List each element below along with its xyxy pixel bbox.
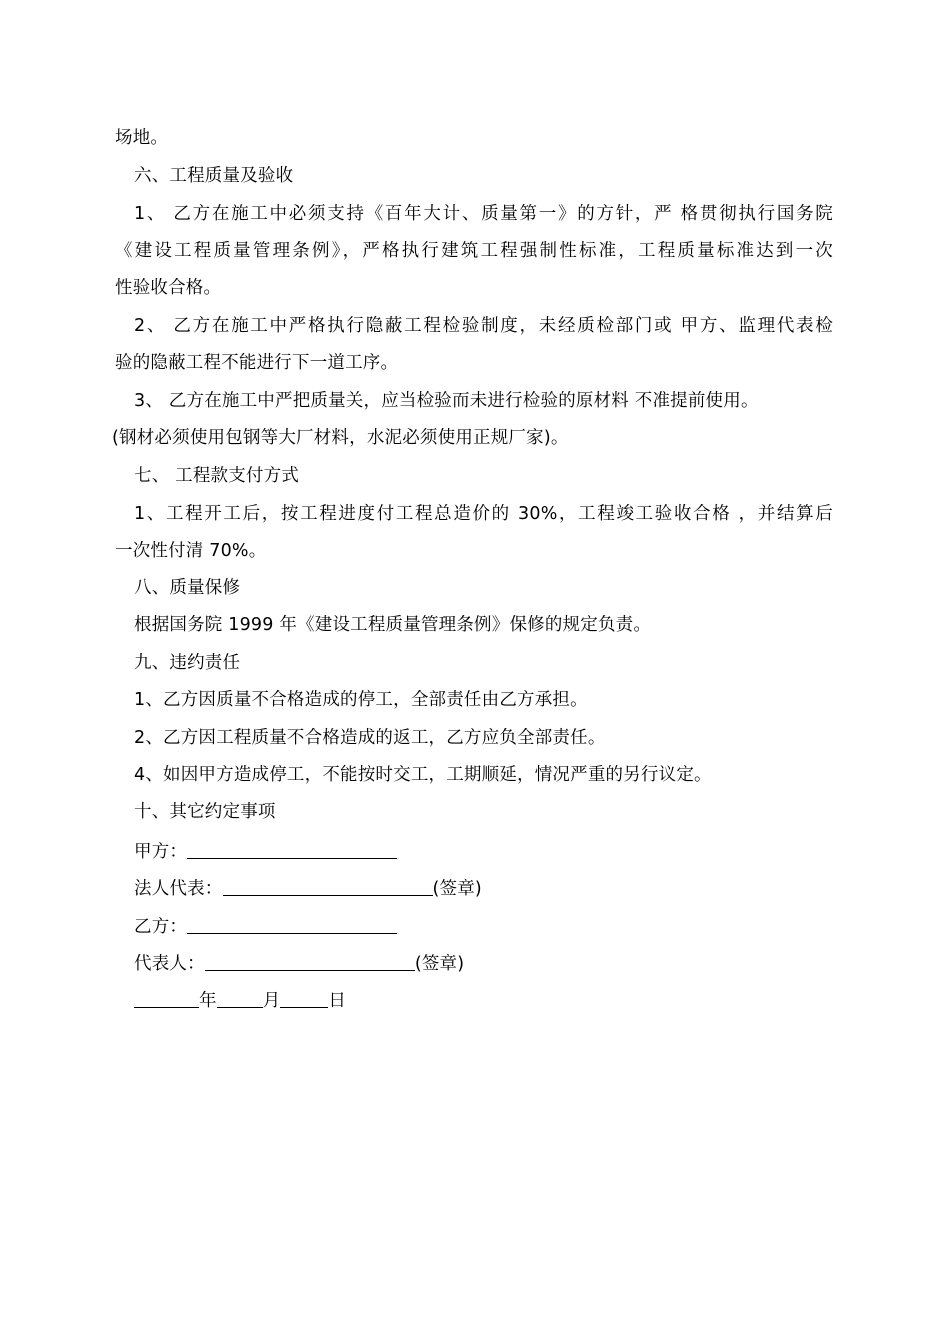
section-heading-quality: 六、工程质量及验收 <box>134 166 294 186</box>
paragraph-line: 1、 乙方在施工中必须支持《百年大计、质量第一》的方针，严 格贯彻执行国务院 <box>134 204 833 224</box>
seal-label: (签章) <box>432 879 482 899</box>
rep-label: 代表人： <box>134 954 205 974</box>
party-a-line <box>134 839 397 863</box>
day-label: 日 <box>328 991 347 1011</box>
legal-rep-blank[interactable] <box>223 878 433 896</box>
paragraph-line: 一次性付清 70%。 <box>115 541 267 561</box>
paragraph-line: 场地。 <box>115 128 169 148</box>
party-b-label: 乙方： <box>134 917 188 937</box>
paragraph-line: 《建设工程质量管理条例》，严格执行建筑工程强制性标准，工程质量标准达到一次 <box>115 241 833 261</box>
section-heading-warranty: 八、质量保修 <box>134 578 241 598</box>
paragraph-line: 4、如因甲方造成停工，不能按时交工，工期顺延，情况严重的另行议定。 <box>134 765 712 785</box>
paragraph-line: 3、 乙方在施工中严把质量关，应当检验而未进行检验的原材料 不准提前使用。 <box>134 391 759 411</box>
rep-line <box>134 951 464 975</box>
party-a-label: 甲方： <box>134 842 188 862</box>
party-a-blank[interactable] <box>187 841 397 859</box>
paragraph-line: 1、工程开工后，按工程进度付工程总造价的 30%，工程竣工验收合格 ，并结算后 <box>134 504 833 524</box>
legal-rep-line <box>134 876 482 900</box>
seal-label: (签章) <box>414 954 465 974</box>
section-heading-other: 十、其它约定事项 <box>134 802 276 822</box>
section-heading-payment: 七、 工程款支付方式 <box>134 466 300 486</box>
paragraph-line: 2、乙方因工程质量不合格造成的返工，乙方应负全部责任。 <box>134 728 606 748</box>
rep-blank[interactable] <box>205 953 415 971</box>
party-b-blank[interactable] <box>187 916 397 934</box>
paragraph-line: 根据国务院 1999 年《建设工程质量管理条例》保修的规定负责。 <box>134 615 652 635</box>
paragraph-line: 2、 乙方在施工中严格执行隐蔽工程检验制度，未经质检部门或 甲方、监理代表检 <box>134 316 833 336</box>
date-line <box>134 988 346 1012</box>
legal-rep-label: 法人代表： <box>134 879 223 899</box>
paragraph-line: 验的隐蔽工程不能进行下一道工序。 <box>115 353 399 373</box>
year-label: 年 <box>199 991 217 1011</box>
paragraph-line: (钢材必须使用包钢等大厂材料，水泥必须使用正规厂家)。 <box>112 428 569 448</box>
month-label: 月 <box>262 991 281 1011</box>
party-b-line <box>134 914 397 938</box>
section-heading-liability: 九、违约责任 <box>134 653 241 673</box>
day-blank[interactable] <box>280 990 328 1008</box>
paragraph-line: 1、乙方因质量不合格造成的停工，全部责任由乙方承担。 <box>134 690 588 710</box>
year-blank[interactable] <box>134 990 199 1008</box>
paragraph-line: 性验收合格。 <box>115 278 222 298</box>
month-blank[interactable] <box>217 990 263 1008</box>
